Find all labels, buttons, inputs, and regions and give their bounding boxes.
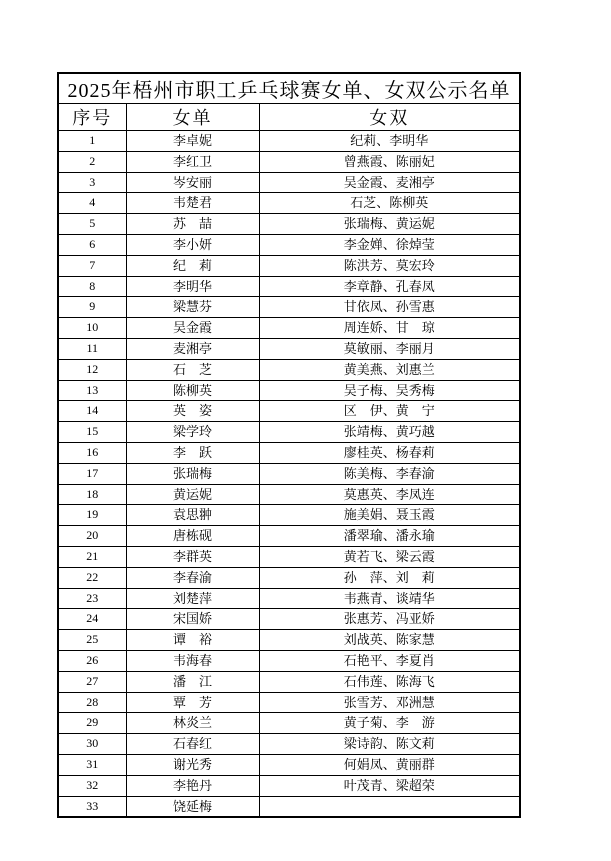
row-no: 32 [58, 775, 126, 796]
row-no: 30 [58, 734, 126, 755]
table-row [58, 734, 520, 755]
table-row [58, 151, 520, 172]
row-doubles [259, 796, 520, 817]
row-no: 10 [58, 318, 126, 339]
table-row [58, 255, 520, 276]
row-doubles: 甘依凤、孙雪惠 [259, 297, 520, 318]
title-row [58, 73, 520, 104]
row-singles: 刘楚萍 [126, 588, 259, 609]
row-singles: 谢光秀 [126, 754, 259, 775]
row-doubles: 张雪芳、邓洲慧 [259, 692, 520, 713]
row-singles: 英 姿 [126, 401, 259, 422]
row-doubles: 黄若飞、梁云霞 [259, 546, 520, 567]
table-row [58, 567, 520, 588]
row-singles: 潘 江 [126, 671, 259, 692]
row-no: 18 [58, 484, 126, 505]
table-row [58, 380, 520, 401]
row-doubles: 纪莉、李明华 [259, 131, 520, 152]
row-singles: 吴金霞 [126, 318, 259, 339]
row-no: 2 [58, 151, 126, 172]
row-singles: 林炎兰 [126, 713, 259, 734]
table-row [58, 442, 520, 463]
row-singles: 袁思翀 [126, 505, 259, 526]
table-row [58, 422, 520, 443]
row-singles: 韦楚君 [126, 193, 259, 214]
row-no: 20 [58, 526, 126, 547]
row-singles: 石 芝 [126, 359, 259, 380]
column-header-doubles: 女双 [259, 104, 520, 131]
table-row [58, 359, 520, 380]
row-no: 8 [58, 276, 126, 297]
row-no: 15 [58, 422, 126, 443]
row-singles: 黄运妮 [126, 484, 259, 505]
table-row [58, 131, 520, 152]
row-singles: 李红卫 [126, 151, 259, 172]
table-row [58, 775, 520, 796]
row-singles: 唐栋砚 [126, 526, 259, 547]
row-doubles: 潘翠瑜、潘永瑜 [259, 526, 520, 547]
row-no: 26 [58, 650, 126, 671]
row-singles: 李春渝 [126, 567, 259, 588]
row-no: 33 [58, 796, 126, 817]
table-row [58, 692, 520, 713]
column-header-no: 序号 [58, 104, 126, 131]
row-doubles: 张惠芳、冯亚娇 [259, 609, 520, 630]
table-row [58, 505, 520, 526]
row-no: 12 [58, 359, 126, 380]
row-singles: 李卓妮 [126, 131, 259, 152]
row-doubles: 张瑞梅、黄运妮 [259, 214, 520, 235]
row-doubles: 陈洪芳、莫宏玲 [259, 255, 520, 276]
row-no: 27 [58, 671, 126, 692]
row-no: 24 [58, 609, 126, 630]
row-no: 4 [58, 193, 126, 214]
table-row [58, 297, 520, 318]
row-singles: 韦海春 [126, 650, 259, 671]
row-doubles: 廖桂英、杨春莉 [259, 442, 520, 463]
row-singles: 李小妍 [126, 234, 259, 255]
row-doubles: 陈美梅、李春渝 [259, 463, 520, 484]
row-no: 7 [58, 255, 126, 276]
row-singles: 张瑞梅 [126, 463, 259, 484]
table-row [58, 713, 520, 734]
table-row [58, 318, 520, 339]
table-row [58, 401, 520, 422]
table-row [58, 754, 520, 775]
row-no: 11 [58, 338, 126, 359]
row-singles: 李群英 [126, 546, 259, 567]
row-no: 29 [58, 713, 126, 734]
row-no: 31 [58, 754, 126, 775]
row-doubles: 黄子菊、李 游 [259, 713, 520, 734]
table-row [58, 609, 520, 630]
table-row [58, 630, 520, 651]
row-doubles: 李章静、孔春凤 [259, 276, 520, 297]
row-doubles: 叶茂青、梁超荣 [259, 775, 520, 796]
row-singles: 饶延梅 [126, 796, 259, 817]
row-doubles: 石伟莲、陈海飞 [259, 671, 520, 692]
header-row [58, 104, 520, 131]
row-no: 14 [58, 401, 126, 422]
row-doubles: 莫敏丽、李丽月 [259, 338, 520, 359]
row-doubles: 吴金霞、麦湘亭 [259, 172, 520, 193]
row-singles: 宋国娇 [126, 609, 259, 630]
row-doubles: 曾燕霞、陈丽妃 [259, 151, 520, 172]
table-row [58, 172, 520, 193]
row-no: 13 [58, 380, 126, 401]
row-doubles: 区 伊、黄 宁 [259, 401, 520, 422]
row-no: 23 [58, 588, 126, 609]
row-no: 22 [58, 567, 126, 588]
row-singles: 覃 芳 [126, 692, 259, 713]
row-singles: 苏 喆 [126, 214, 259, 235]
table-row [58, 214, 520, 235]
row-singles: 岑安丽 [126, 172, 259, 193]
row-doubles: 石艳平、李夏肖 [259, 650, 520, 671]
row-no: 5 [58, 214, 126, 235]
row-no: 9 [58, 297, 126, 318]
table-row [58, 193, 520, 214]
row-singles: 谭 裕 [126, 630, 259, 651]
row-doubles: 黄美燕、刘惠兰 [259, 359, 520, 380]
table-row [58, 546, 520, 567]
table-row [58, 234, 520, 255]
row-no: 25 [58, 630, 126, 651]
row-doubles: 孙 萍、刘 莉 [259, 567, 520, 588]
row-singles: 梁学玲 [126, 422, 259, 443]
row-doubles: 李金婵、徐焯莹 [259, 234, 520, 255]
row-singles: 李艳丹 [126, 775, 259, 796]
roster-table [57, 72, 521, 818]
row-singles: 石春红 [126, 734, 259, 755]
row-doubles: 石芝、陈柳英 [259, 193, 520, 214]
row-doubles: 莫惠英、李凤连 [259, 484, 520, 505]
page-title: 2025年梧州市职工乒乓球赛女单、女双公示名单 [58, 73, 520, 104]
roster-body [58, 131, 520, 818]
table-row [58, 463, 520, 484]
table-row [58, 796, 520, 817]
row-doubles: 刘战英、陈家慧 [259, 630, 520, 651]
row-doubles: 吴子梅、吴秀梅 [259, 380, 520, 401]
row-doubles: 韦燕青、谈靖华 [259, 588, 520, 609]
row-doubles: 何娟凤、黄丽群 [259, 754, 520, 775]
row-no: 16 [58, 442, 126, 463]
row-doubles: 周连娇、甘 琼 [259, 318, 520, 339]
row-doubles: 梁诗韵、陈文莉 [259, 734, 520, 755]
column-header-singles: 女单 [126, 104, 259, 131]
row-no: 6 [58, 234, 126, 255]
table-row [58, 484, 520, 505]
row-doubles: 施美娟、聂玉霞 [259, 505, 520, 526]
row-singles: 李明华 [126, 276, 259, 297]
row-singles: 梁慧芬 [126, 297, 259, 318]
table-row [58, 650, 520, 671]
row-singles: 李 跃 [126, 442, 259, 463]
table-row [58, 588, 520, 609]
table-row [58, 338, 520, 359]
row-no: 17 [58, 463, 126, 484]
row-no: 28 [58, 692, 126, 713]
row-no: 19 [58, 505, 126, 526]
table-row [58, 671, 520, 692]
row-no: 21 [58, 546, 126, 567]
table-row [58, 276, 520, 297]
table-row [58, 526, 520, 547]
row-no: 1 [58, 131, 126, 152]
row-doubles: 张靖梅、黄巧越 [259, 422, 520, 443]
row-singles: 纪 莉 [126, 255, 259, 276]
row-singles: 麦湘亭 [126, 338, 259, 359]
row-singles: 陈柳英 [126, 380, 259, 401]
row-no: 3 [58, 172, 126, 193]
